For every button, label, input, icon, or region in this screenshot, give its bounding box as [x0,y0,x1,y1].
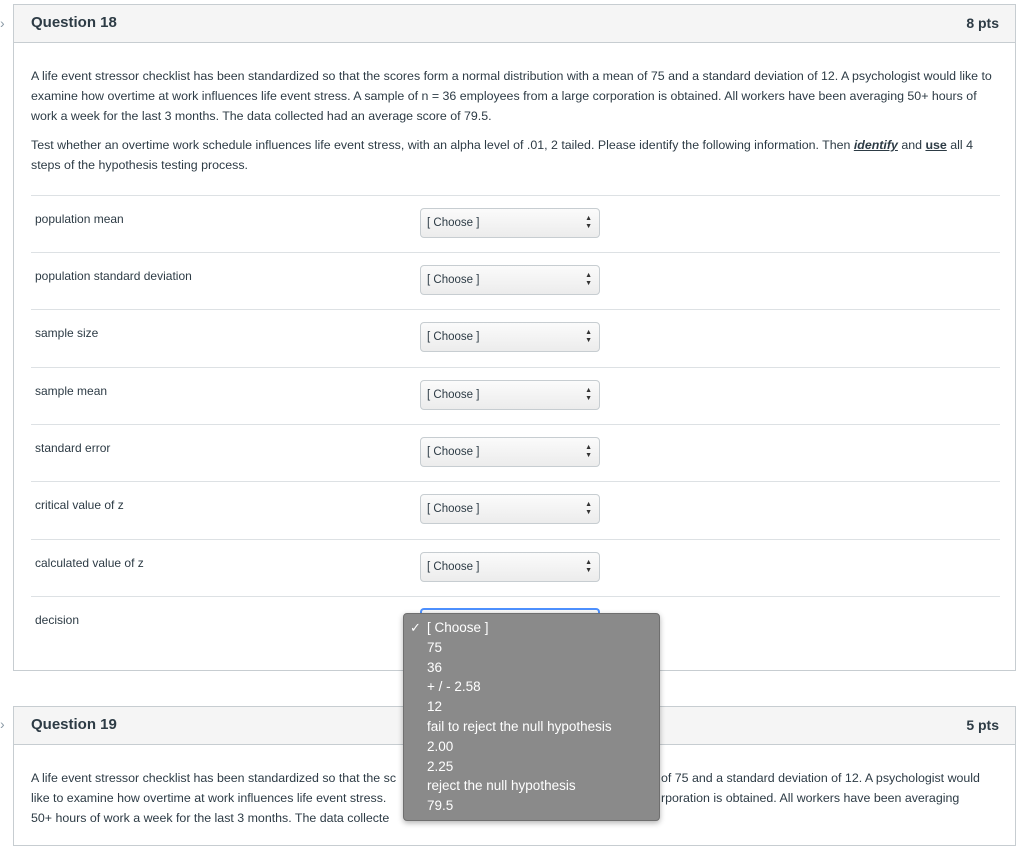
dropdown-option[interactable]: fail to reject the null hypothesis [427,718,612,734]
question-paragraph: A life event stressor checklist has been standardized so that the scores form a normal distribution with a mean of 75 and a standard deviation of 12. A psychologist would like to examine how overtime at work influences life event stress. A sample of n = 36 employees from a large corporation is obtained. All workers have been averaging 50+ hours of work a week for the last 3 months. The data collected had an average score of 79.5. [31,69,992,123]
question-title: Question 18 [31,14,117,31]
select-value: [ Choose ] [427,503,480,515]
answer-label: sample size [35,326,99,340]
answer-row-critical-z [31,481,1000,539]
dropdown-option[interactable]: 36 [427,659,443,675]
select-value: [ Choose ] [427,561,480,573]
paragraph-text: all 4 steps of the hypothesis testing process. [31,138,973,172]
paragraph-text: and [897,138,926,152]
select-value: [ Choose ] [427,389,480,401]
identify-emphasis: identify [853,138,898,152]
question-text [31,66,1001,184]
answer-select[interactable] [420,552,600,582]
dropdown-option[interactable] [404,618,659,638]
dropdown-option[interactable]: reject the null hypothesis [427,778,576,794]
answer-label: sample mean [35,384,108,398]
decision-dropdown-list[interactable] [403,613,660,821]
answer-row-sample-mean [31,367,1000,425]
question-line: rporation is obtained. All workers have been averaging [661,791,960,805]
answer-select[interactable] [420,208,600,238]
updown-arrows-icon: ▲ ▼ [585,444,592,459]
question-line: A life event stressor checklist has been standardized so that the sc [31,771,397,785]
answer-row-population-mean [31,195,1000,253]
question-text-right [661,768,1001,808]
updown-arrows-icon: ▲ ▼ [585,501,592,516]
use-emphasis: use [925,138,947,152]
updown-arrows-icon: ▲ ▼ [585,559,592,574]
question-paragraph [31,135,1001,175]
select-value: [ Choose ] [427,217,480,229]
question-points: 8 pts [966,15,999,31]
dropdown-option[interactable]: 75 [427,639,443,655]
chevron-right-icon[interactable]: › [0,15,5,31]
question-line: of 75 and a standard deviation of 12. A psychologist would [661,771,980,785]
answer-row-calculated-z [31,539,1000,597]
answer-label: critical value of z [35,498,124,512]
dropdown-option[interactable]: 2.25 [427,758,454,774]
answer-label: population mean [35,212,124,226]
option-label: [ Choose ] [427,620,489,635]
answer-row-standard-error [31,424,1000,482]
select-value: [ Choose ] [427,274,480,286]
answer-select[interactable] [420,494,600,524]
answer-label: decision [35,613,80,627]
updown-arrows-icon: ▲ ▼ [585,387,592,402]
answer-select[interactable] [420,265,600,295]
answer-select[interactable] [420,380,600,410]
question-title: Question 19 [31,716,117,733]
answer-select[interactable] [420,437,600,467]
dropdown-option[interactable]: 2.00 [427,738,454,754]
question-18-card [13,4,1016,671]
answer-row-population-sd [31,252,1000,310]
updown-arrows-icon: ▲ ▼ [585,272,592,287]
answer-label: population standard deviation [35,269,192,283]
checkmark-icon: ✓ [410,620,421,635]
question-header [14,5,1015,43]
answer-row-sample-size [31,309,1000,367]
updown-arrows-icon: ▲ ▼ [585,329,592,344]
dropdown-option[interactable]: + / - 2.58 [427,679,481,695]
select-value: [ Choose ] [427,331,480,343]
question-line: like to examine how overtime at work influences life event stress. [31,791,387,805]
dropdown-option[interactable]: 79.5 [427,798,454,814]
answer-label: standard error [35,441,111,455]
answer-label: calculated value of z [35,556,144,570]
updown-arrows-icon: ▲ ▼ [585,215,592,230]
question-points: 5 pts [966,717,999,733]
paragraph-text: Test whether an overtime work schedule influences life event stress, with an alpha level of .01, 2 tailed. Please identify the following information. Then [31,138,854,152]
select-value: [ Choose ] [427,446,480,458]
answer-select[interactable] [420,322,600,352]
question-text-left [31,768,403,828]
dropdown-option[interactable]: 12 [427,699,443,715]
chevron-right-icon[interactable]: › [0,716,5,732]
question-line: 50+ hours of work a week for the last 3 months. The data collecte [31,811,390,825]
